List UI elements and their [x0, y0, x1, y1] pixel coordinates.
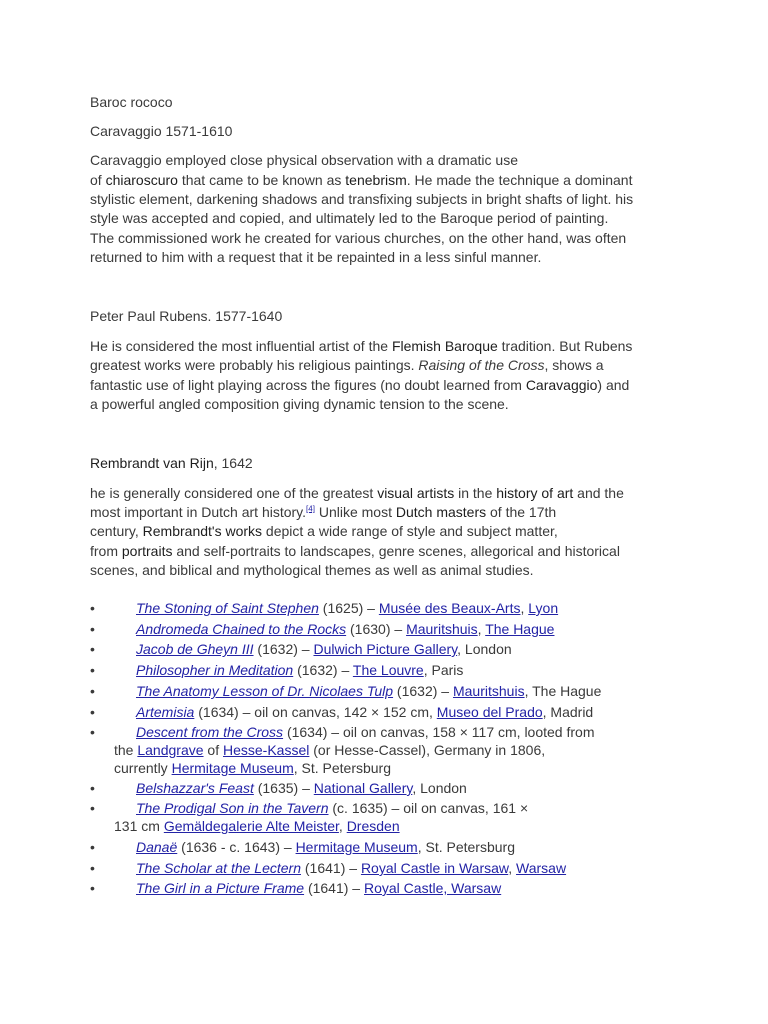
bullet: •: [90, 880, 95, 896]
city-link[interactable]: The Hague: [485, 621, 555, 637]
rubens-line-3: fantastic use of light playing across the figures (no doubt learned from Caravaggio) and: [90, 377, 630, 393]
caravaggio-line-1: Caravaggio employed close physical observation with a dramatic use: [90, 152, 518, 168]
section-title-rubens: Peter Paul Rubens. 1577-1640: [90, 308, 283, 324]
city-link[interactable]: Dresden: [346, 818, 400, 834]
work-title-link[interactable]: Artemisia: [136, 704, 195, 720]
work-title-link[interactable]: Belshazzar's Feast: [136, 780, 254, 796]
museum-link[interactable]: The Louvre: [352, 662, 424, 678]
work-title-link[interactable]: Philosopher in Meditation: [136, 662, 294, 678]
caravaggio-term: Caravaggio: [525, 377, 598, 393]
rembrandt-line-1: he is generally considered one of the greatest visual artists in the history of art and the: [90, 485, 624, 501]
rubens-line-4: a powerful angled composition giving dynamic tension to the scene.: [90, 396, 509, 412]
work-title-link[interactable]: Jacob de Gheyn III: [136, 641, 254, 657]
portraits-term: portraits: [121, 543, 173, 559]
rembrandt-line-3: century, Rembrandt's works depict a wide range of style and subject matter,: [90, 523, 558, 539]
bullet: •: [90, 704, 95, 720]
dutch-masters-term: Dutch masters: [395, 504, 487, 520]
history-of-art-term: history of art: [496, 485, 574, 501]
museum-link[interactable]: Mauritshuis: [452, 683, 525, 699]
visual-artists-term: visual artists: [377, 485, 455, 501]
work-title-link[interactable]: Andromeda Chained to the Rocks: [136, 621, 347, 637]
rembrandt-line-5: scenes, and biblical and mythological themes as well as animal studies.: [90, 562, 534, 578]
chiaroscuro-term: chiaroscuro: [105, 172, 178, 188]
rubens-line-2: greatest works were probably his religious paintings. Raising of the Cross, shows a: [90, 357, 604, 373]
hesse-kassel-link[interactable]: Hesse-Kassel: [223, 742, 310, 758]
museum-link[interactable]: Mauritshuis: [406, 621, 478, 637]
museum-link[interactable]: Museo del Prado: [436, 704, 543, 720]
tenebrism-term: tenebrism: [345, 172, 407, 188]
work-title-link[interactable]: The Anatomy Lesson of Dr. Nicolaes Tulp: [136, 683, 394, 699]
work-title-link[interactable]: Descent from the Cross: [136, 724, 284, 740]
rembrandts-works-term: Rembrandt's works: [142, 523, 263, 539]
bullet: •: [90, 780, 95, 796]
rubens-line-1: He is considered the most influential artist of the Flemish Baroque tradition. But Rubens: [90, 338, 633, 354]
bullet: •: [90, 860, 95, 876]
city-link[interactable]: Warsaw: [516, 860, 567, 876]
museum-link[interactable]: Dulwich Picture Gallery: [313, 641, 458, 657]
bullet: •: [90, 800, 95, 816]
raising-of-the-cross-title: Raising of the Cross: [418, 357, 545, 373]
flemish-baroque-term: Flemish Baroque: [391, 338, 498, 354]
caravaggio-line-6: returned to him with a request that it be repainted in a less sinful manner.: [90, 249, 542, 265]
work-title-link[interactable]: Danaë: [136, 839, 178, 855]
museum-link[interactable]: Gemäldegalerie Alte Meister: [163, 818, 339, 834]
caravaggio-line-5: The commissioned work he created for various churches, on the other hand, was often: [90, 230, 627, 246]
museum-link[interactable]: Hermitage Museum: [171, 760, 294, 776]
section-title-rembrandt: Rembrandt van Rijn, 1642: [90, 455, 253, 471]
landgrave-link[interactable]: Landgrave: [137, 742, 204, 758]
document-heading: Baroc rococo: [90, 94, 173, 110]
bullet: •: [90, 662, 95, 678]
caravaggio-line-2: of chiaroscuro that came to be known as tenebrism. He made the technique a dominant: [90, 172, 633, 188]
museum-link[interactable]: Musée des Beaux-Arts: [378, 600, 521, 616]
work-title-link[interactable]: The Stoning of Saint Stephen: [136, 600, 319, 616]
caravaggio-line-4: style was accepted and copied, and ultimately led to the Baroque period of painting.: [90, 210, 609, 226]
museum-link[interactable]: Royal Castle, Warsaw: [364, 880, 502, 896]
rembrandt-line-2: most important in Dutch art history.[4] Unlike most Dutch masters of the 17th: [90, 504, 557, 520]
bullet: •: [90, 621, 95, 637]
bullet: •: [90, 641, 95, 657]
bullet: •: [90, 683, 95, 699]
work-title-link[interactable]: The Prodigal Son in the Tavern: [136, 800, 329, 816]
citation-link[interactable]: [4]: [306, 504, 315, 514]
city-link[interactable]: Lyon: [528, 600, 559, 616]
bullet: •: [90, 600, 95, 616]
museum-link[interactable]: National Gallery: [313, 780, 413, 796]
museum-link[interactable]: Hermitage Museum: [295, 839, 418, 855]
caravaggio-line-3: stylistic element, darkening shadows and transfixing subjects in bright shafts of light. his: [90, 191, 634, 207]
rembrandt-line-4: from portraits and self-portraits to landscapes, genre scenes, allegorical and historical: [90, 543, 620, 559]
work-title-link[interactable]: The Girl in a Picture Frame: [136, 880, 305, 896]
work-title-link[interactable]: The Scholar at the Lectern: [136, 860, 301, 876]
museum-link[interactable]: Royal Castle in Warsaw: [360, 860, 509, 876]
bullet: •: [90, 724, 95, 740]
section-title-caravaggio: Caravaggio 1571-1610: [90, 123, 233, 139]
bullet: •: [90, 839, 95, 855]
